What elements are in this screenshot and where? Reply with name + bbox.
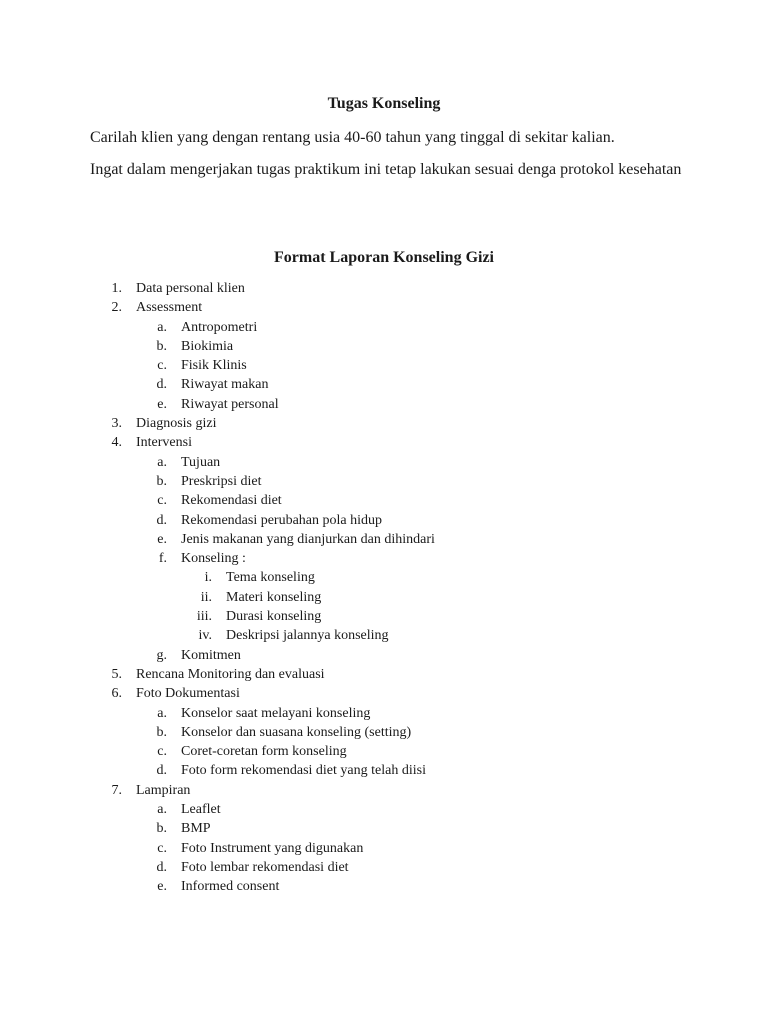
list-item-text: Komitmen xyxy=(181,647,241,663)
list-item-text: Assessment xyxy=(136,300,203,316)
list-item-text: Informed consent xyxy=(181,879,280,895)
list-item-text: Coret-coretan form konseling xyxy=(181,744,347,760)
outline-item-level-2 xyxy=(0,761,768,780)
list-item-text: Lampiran xyxy=(136,782,191,798)
outline-item-level-2 xyxy=(0,530,768,549)
list-item-text: Leaflet xyxy=(181,802,221,818)
list-marker: b. xyxy=(156,724,167,740)
outline-item-level-2 xyxy=(0,704,768,723)
outline-item-level-2 xyxy=(0,549,768,568)
list-marker: d. xyxy=(156,512,167,528)
list-marker: c. xyxy=(157,744,167,760)
list-marker: a. xyxy=(157,802,167,818)
outline-item-level-1 xyxy=(0,665,768,684)
list-item-text: Rencana Monitoring dan evaluasi xyxy=(136,666,325,682)
instruction-paragraph: Carilah klien yang dengan rentang usia 40-60 tahun yang tinggal di sekitar kalian. xyxy=(90,129,615,146)
outline-item-level-2 xyxy=(0,723,768,742)
list-item-text: Durasi konseling xyxy=(226,609,322,625)
outline-item-level-2 xyxy=(0,491,768,510)
list-item-text: Foto form rekomendasi diet yang telah diisi xyxy=(181,763,426,779)
outline-item-level-2 xyxy=(0,318,768,337)
outline-item-level-3 xyxy=(0,607,768,626)
list-marker: f. xyxy=(158,551,167,567)
outline-item-level-2 xyxy=(0,800,768,819)
list-item-text: Deskripsi jalannya konseling xyxy=(226,628,389,644)
outline-item-level-3 xyxy=(0,626,768,645)
list-item-text: Riwayat personal xyxy=(181,396,279,412)
outline-item-level-2 xyxy=(0,858,768,877)
list-item-text: Rekomendasi diet xyxy=(181,493,282,509)
list-marker: c. xyxy=(157,840,167,856)
outline-item-level-3 xyxy=(0,568,768,587)
list-item-text: Riwayat makan xyxy=(181,377,269,393)
list-marker: 4. xyxy=(111,435,122,451)
outline-item-level-2 xyxy=(0,819,768,838)
list-item-text: Preskripsi diet xyxy=(181,473,262,489)
outline-item-level-2 xyxy=(0,742,768,761)
outline-item-level-1 xyxy=(0,781,768,800)
list-marker: a. xyxy=(157,319,167,335)
list-marker: e. xyxy=(157,531,167,547)
list-marker: d. xyxy=(156,859,167,875)
list-item-text: Konselor dan suasana konseling (setting) xyxy=(181,724,412,740)
list-item-text: Materi konseling xyxy=(226,589,322,605)
document-title: Tugas Konseling xyxy=(327,95,441,112)
list-item-text: Tujuan xyxy=(181,454,221,470)
outline-item-level-1 xyxy=(0,433,768,452)
list-marker: i. xyxy=(204,570,212,586)
list-item-text: Rekomendasi perubahan pola hidup xyxy=(181,512,383,528)
list-marker: e. xyxy=(157,396,167,412)
list-marker: 6. xyxy=(111,686,122,702)
list-marker: 1. xyxy=(111,281,122,296)
list-item-text: Konselor saat melayani konseling xyxy=(181,705,371,721)
list-item-text: Fisik Klinis xyxy=(181,358,247,374)
outline-item-level-1 xyxy=(0,684,768,703)
list-marker: c. xyxy=(157,358,167,374)
list-marker: a. xyxy=(157,454,167,470)
list-item-text: Intervensi xyxy=(136,435,192,451)
list-item-text: Data personal klien xyxy=(136,281,245,296)
outline-item-level-2 xyxy=(0,511,768,530)
list-marker: iii. xyxy=(196,609,212,625)
list-marker: b. xyxy=(156,821,167,837)
list-marker: c. xyxy=(157,493,167,509)
list-marker: iv. xyxy=(198,628,212,644)
outline-item-level-1 xyxy=(0,298,768,317)
list-marker: d. xyxy=(156,377,167,393)
outline-item-level-2 xyxy=(0,337,768,356)
outline-item-level-2 xyxy=(0,472,768,491)
list-item-text: Diagnosis gizi xyxy=(136,416,217,432)
outline-item-level-2 xyxy=(0,839,768,858)
list-marker: d. xyxy=(156,763,167,779)
list-item-text: Biokimia xyxy=(181,338,234,354)
outline-item-level-2 xyxy=(0,646,768,665)
list-item-text: Foto Dokumentasi xyxy=(136,686,240,702)
outline-item-level-1 xyxy=(0,414,768,433)
outline-item-level-2 xyxy=(0,356,768,375)
list-marker: 2. xyxy=(111,300,122,316)
protocol-paragraph: Ingat dalam mengerjakan tugas praktikum ini tetap lakukan sesuai denga protokol kesehatan xyxy=(90,161,682,178)
list-item-text: BMP xyxy=(181,821,211,837)
list-marker: ii. xyxy=(200,589,212,605)
list-marker: g. xyxy=(156,647,167,663)
list-item-text: Foto Instrument yang digunakan xyxy=(181,840,364,856)
list-marker: b. xyxy=(156,338,167,354)
list-marker: b. xyxy=(156,473,167,489)
list-item-text: Tema konseling xyxy=(226,570,315,586)
outline-item-level-2 xyxy=(0,877,768,896)
report-format-title: Format Laporan Konseling Gizi xyxy=(274,249,494,266)
list-item-text: Foto lembar rekomendasi diet xyxy=(181,859,349,875)
list-marker: a. xyxy=(157,705,167,721)
outline-item-level-1 xyxy=(0,279,768,298)
list-marker: e. xyxy=(157,879,167,895)
outline-item-level-2 xyxy=(0,395,768,414)
report-outline-list xyxy=(0,279,768,897)
list-marker: 7. xyxy=(111,782,122,798)
list-marker: 3. xyxy=(111,416,122,432)
outline-item-level-3 xyxy=(0,588,768,607)
list-item-text: Jenis makanan yang dianjurkan dan dihindari xyxy=(181,531,435,547)
outline-item-level-2 xyxy=(0,375,768,394)
list-item-text: Antropometri xyxy=(181,319,258,335)
list-marker: 5. xyxy=(111,666,122,682)
outline-item-level-2 xyxy=(0,453,768,472)
list-item-text: Konseling : xyxy=(181,551,246,567)
